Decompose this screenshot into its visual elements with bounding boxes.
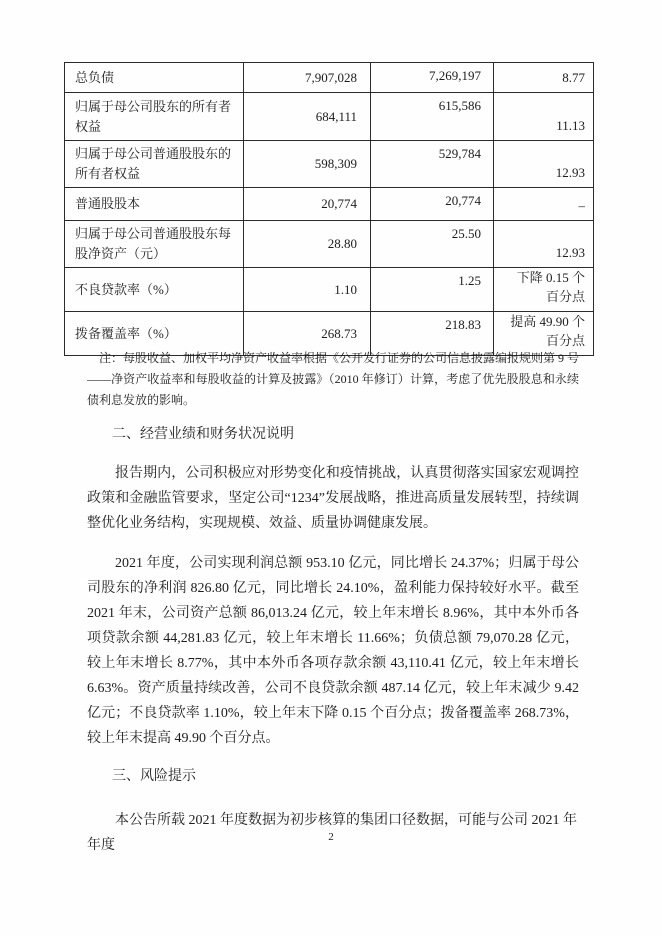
current-value-cell: 598,309 xyxy=(244,141,371,188)
prior-value-cell: 1.25 xyxy=(371,268,494,312)
change-value-cell: 12.93 xyxy=(494,221,594,268)
metric-label-cell: 不良贷款率（%） xyxy=(65,268,244,312)
financial-metrics-table xyxy=(64,62,594,356)
prior-value-cell: 20,774 xyxy=(371,188,494,221)
metric-label-cell: 拨备覆盖率（%） xyxy=(65,312,244,356)
table-row xyxy=(65,63,594,93)
current-value-cell: 20,774 xyxy=(244,188,371,221)
table-footnote: 注：每股收益、加权平均净资产收益率根据《公开发行证券的公司信息披露编报规则第 9 号——净资产收益率和每股收益的计算及披露》（2010 年修订）计算，考虑了优先股股息和永续债利息发放的影响。 xyxy=(87,351,580,407)
table-row xyxy=(65,93,594,141)
prior-value-cell: 218.83 xyxy=(371,312,494,356)
metric-label-cell: 归属于母公司股东的所有者权益 xyxy=(65,93,244,141)
current-value-cell: 28.80 xyxy=(244,221,371,268)
change-value-cell: 12.93 xyxy=(494,141,594,188)
section-3-heading: 三、风险提示 xyxy=(112,769,196,784)
metric-label-cell: 普通股股本 xyxy=(65,188,244,221)
change-value-cell: 提高 49.90 个百分点 xyxy=(494,312,594,356)
metric-label-cell: 归属于母公司普通股股东的所有者权益 xyxy=(65,141,244,188)
section-2-heading: 二、经营业绩和财务状况说明 xyxy=(112,427,294,442)
section-3-paragraph-1: 本公告所载 2021 年度数据为初步核算的集团口径数据，可能与公司 2021 年年度 xyxy=(87,813,577,853)
change-value-cell: 8.77 xyxy=(494,63,594,93)
prior-value-cell: 25.50 xyxy=(371,221,494,268)
change-value-cell: 下降 0.15 个百分点 xyxy=(494,268,594,312)
table-row xyxy=(65,141,594,188)
metric-label-cell: 总负债 xyxy=(65,63,244,93)
prior-value-cell: 529,784 xyxy=(371,141,494,188)
section-2-paragraph-1: 报告期内，公司积极应对形势变化和疫情挑战，认真贯彻落实国家宏观调控政策和金融监管要求，坚定公司“1234”发展战略，推进高质量发展转型，持续调整优化业务结构，实现规模、效益、质量协调健康发展。 xyxy=(87,466,579,531)
current-value-cell: 268.73 xyxy=(244,312,371,356)
change-value-cell: 11.13 xyxy=(494,93,594,141)
prior-value-cell: 7,269,197 xyxy=(371,63,494,93)
prior-value-cell: 615,586 xyxy=(371,93,494,141)
table-row xyxy=(65,268,594,312)
table-row xyxy=(65,188,594,221)
current-value-cell: 684,111 xyxy=(244,93,371,141)
current-value-cell: 1.10 xyxy=(244,268,371,312)
change-value-cell: – xyxy=(494,188,594,221)
current-value-cell: 7,907,028 xyxy=(244,63,371,93)
page-number: 2 xyxy=(328,831,334,843)
section-2-paragraph-2: 2021 年度，公司实现利润总额 953.10 亿元，同比增长 24.37%；归属于母公司股东的净利润 826.80 亿元，同比增长 24.10%，盈利能力保持较好水平。截至 2021 年末，公司资产总额 86,013.24 亿元，较上年末增长 8.96%，其中本外币各项贷款余额 44,281.83 亿元，较上年末增长 11.66%；负债总额 79,070.28 亿元，较上年末增长 8.77%，其中本外币各项存款余额 43,110.41 亿元，较上年末增长 6.63%。资产质量持续改善，公司不良贷款余额 487.14 亿元，较上年末减少 9.42 亿元；不良贷款率 1.10%，较上年末下降 0.15 个百分点；拨备覆盖率 268.73%，较上年末提高 49.90 个百分点。 xyxy=(87,556,579,746)
metric-label-cell: 归属于母公司普通股股东每股净资产（元） xyxy=(65,221,244,268)
table-row xyxy=(65,221,594,268)
